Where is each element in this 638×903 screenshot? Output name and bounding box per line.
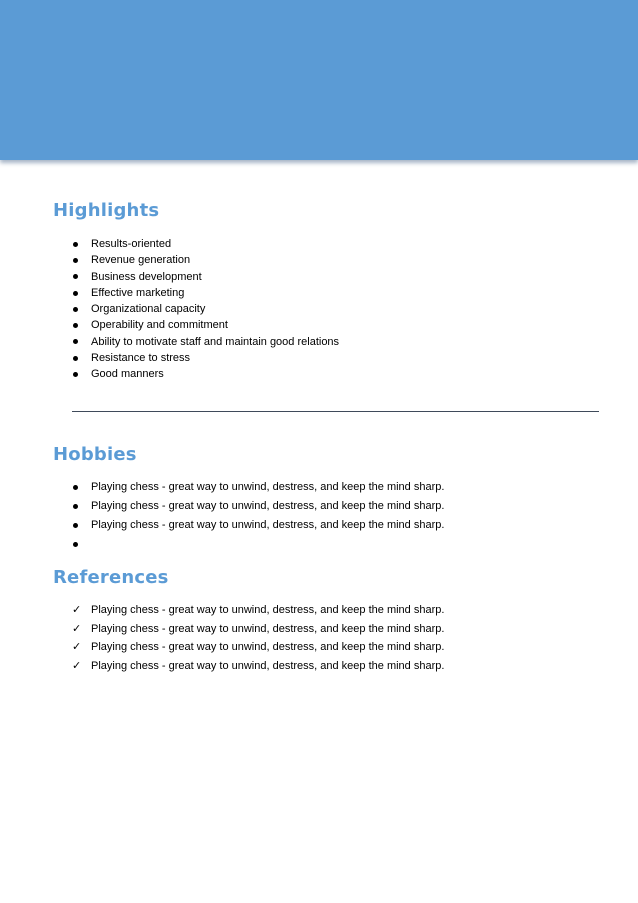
list-item: [0, 620, 444, 639]
references-list: [0, 601, 444, 675]
list-item-text: Playing chess - great way to unwind, destress, and keep the mind sharp.: [91, 519, 445, 531]
references-heading: References: [53, 567, 169, 588]
list-item: [0, 252, 339, 268]
bullet-icon: [73, 339, 78, 344]
list-item: [0, 269, 339, 285]
bullet-icon: [73, 356, 78, 361]
list-item: [0, 478, 444, 497]
list-item: [0, 236, 339, 252]
list-item: [0, 516, 444, 535]
list-item-text: Playing chess - great way to unwind, destress, and keep the mind sharp.: [91, 500, 445, 512]
highlights-heading: Highlights: [53, 200, 160, 221]
hobbies-list: [0, 478, 444, 554]
list-item-text: Revenue generation: [91, 254, 191, 267]
list-item-text: Resistance to stress: [91, 352, 191, 365]
list-item: [0, 601, 444, 620]
bullet-icon: [73, 242, 78, 247]
list-item-text: Operability and commitment: [91, 319, 228, 332]
list-item: [0, 638, 444, 657]
list-item-text: Organizational capacity: [91, 303, 206, 316]
list-item-text: Good manners: [91, 368, 164, 381]
highlights-list: [0, 236, 339, 383]
list-item: [0, 301, 339, 317]
checkmark-icon: ✓: [72, 640, 82, 653]
bullet-icon: [73, 291, 78, 296]
section-divider: [72, 411, 599, 412]
list-item-text: Playing chess - great way to unwind, destress, and keep the mind sharp.: [91, 481, 445, 493]
bullet-icon: [73, 307, 78, 312]
checkmark-icon: ✓: [72, 603, 82, 616]
bullet-icon: [73, 504, 78, 509]
checkmark-icon: ✓: [72, 658, 82, 672]
bullet-icon: [73, 523, 78, 528]
bullet-icon: [73, 542, 78, 547]
header-band: [0, 0, 638, 160]
list-item: [0, 350, 339, 366]
list-item-text: Playing chess - great way to unwind, destress, and keep the mind sharp.: [91, 641, 445, 653]
list-item: [0, 334, 339, 350]
list-item: [0, 497, 444, 516]
bullet-icon: [73, 372, 78, 377]
list-item: [0, 657, 444, 676]
list-item-text: Business development: [91, 270, 202, 283]
list-item-text: Playing chess - great way to unwind, destress, and keep the mind sharp.: [91, 659, 445, 672]
bullet-icon: [73, 258, 78, 263]
bullet-icon: [73, 323, 78, 328]
list-item: [0, 285, 339, 301]
list-item-text: Playing chess - great way to unwind, destress, and keep the mind sharp.: [91, 622, 445, 635]
list-item-text: Effective marketing: [91, 286, 185, 299]
list-item-text: Playing chess - great way to unwind, destress, and keep the mind sharp.: [91, 604, 445, 616]
list-item: [0, 535, 444, 554]
list-item: [0, 317, 339, 333]
list-item-text: Ability to motivate staff and maintain good relations: [91, 335, 340, 348]
checkmark-icon: ✓: [72, 621, 82, 635]
list-item-text: Results-oriented: [91, 238, 172, 250]
bullet-icon: [73, 274, 78, 279]
list-item: [0, 366, 339, 382]
bullet-icon: [73, 485, 78, 490]
hobbies-heading: Hobbies: [53, 444, 137, 465]
